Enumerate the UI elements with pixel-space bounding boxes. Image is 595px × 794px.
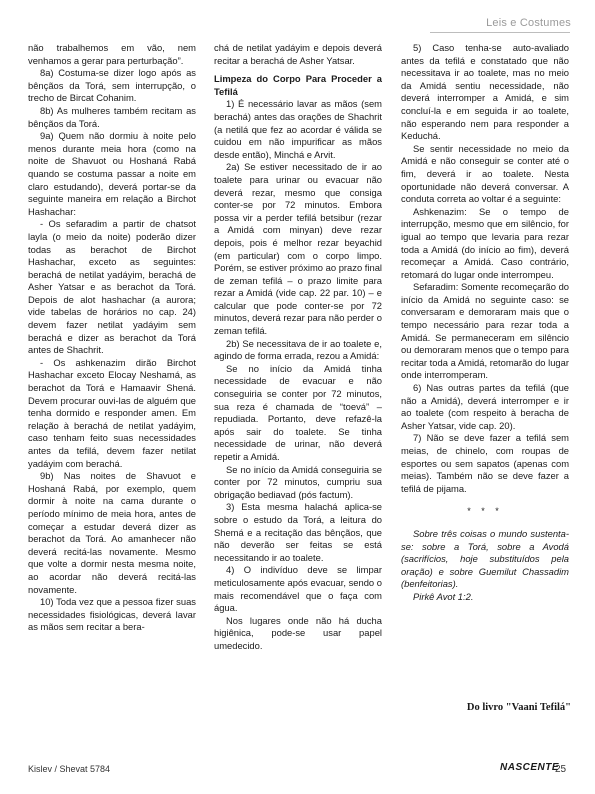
column-2: [214, 42, 382, 653]
paragraph: 10) Toda vez que a pessoa fizer suas necessidades fisiológicas, deverá lavar as mãos sem recitar a bera-: [28, 596, 196, 633]
section-header-title: Leis e Costumes: [486, 17, 571, 29]
paragraph: Sefaradim: Somente recomeçarão do início da Amidá no seguinte caso: se conversaram e demoraram mais que o tempo necessário para rezar toda a Amidá. Se permaneceram em silêncio ou demoraram menos que o tempo para recitar toda a Amidá, retomarão do lugar onde interromperam.: [401, 281, 569, 381]
paragraph: 8a) Costuma-se dizer logo após as bênçãos da Torá, sem interrupção, o trecho de Bircat Cohanim.: [28, 67, 196, 104]
paragraph: 4) O indivíduo deve se limpar meticulosamente após evacuar, sendo o mais recomendável que o faça com água.: [214, 564, 382, 614]
paragraph: Se no início da Amidá tinha necessidade de evacuar e não conseguiria se conter por 72 minutos, sua reza é chamada de “toevá” – repudiada. Portanto, deve refazê-la após sair do toalete. Se tinha necessidade de urinar, não deverá repetir a Amidá.: [214, 362, 382, 462]
section-title: Limpeza do Corpo Para Proceder a Tefilá: [214, 73, 382, 97]
paragraph: 6) Nas outras partes da tefilá (que não a Amidá), deverá interromper e ir ao toalete (com respeito à beracha de Asher Yatsar, vide cap. 20).: [401, 382, 569, 431]
paragraph: 2a) Se estiver necessitado de ir ao toalete para urinar ou evacuar não deverá rezar, mesmo que consiga conter-se por 72 minutos. Embora possa vir a perder tefilá betsibur (rezar a Amidá com minyan) deve rezar depois, pois é melhor rezar beyachid (em particular) com o corpo limpo. Porém, se estiver próximo ao prazo final de zeman tefilá – o prazo limite para rezar a Amidá (vide cap. 22 par. 10) – e calcular que pode conter-se por 72 minutos, deverá rezar para não perder o zeman tefilá.: [214, 161, 382, 337]
paragraph: 2b) Se necessitava de ir ao toalete e, agindo de forma errada, rezou a Amidá:: [214, 337, 382, 362]
paragraph: chá de netilat yadáyim e depois deverá recitar a berachá de Asher Yatsar.: [214, 42, 382, 66]
paragraph: Se sentir necessidade no meio da Amidá e não conseguir se conter até o fim, deverá ir ao toalete. Nesta oportunidade não deverá conversar. A conduta correta ao voltar é a seguinte:: [401, 142, 569, 205]
paragraph: 3) Esta mesma halachá aplica-se sobre o estudo da Torá, a leitura do Shemá e a recitação das bênçãos, que não deverão ser feitas se está necessitando ir ao toalete.: [214, 501, 382, 563]
quote: Sobre três coisas o mundo sustenta-se: sobre a Torá, sobre a Avodá (sacrifícios, hoje substituídos pela oração) e sobre Guemilut Chassadim (benfeitorias).: [401, 527, 569, 590]
paragraph: Ashkenazim: Se o tempo de interrupção, mesmo que em silêncio, for igual ao tempo que levaria para rezar toda a Amidá (do início ao fim), deverá recomeçar a Amidá. Caso contrário, retomará do lugar onde interrompeu.: [401, 205, 569, 280]
paragraph: 8b) As mulheres também recitam as bênçãos da Torá.: [28, 104, 196, 129]
quote-source: Pirkê Avot 1:2.: [413, 590, 474, 602]
paragraph: - Os ashkenazim dirão Birchot Hashachar exceto Elocay Neshamá, as berachot da Torá e Hamaavir Shená. Devem procurar ouvi-las de alguém que tenha dormido e responder amen. Em relação à berachá de netilat yadáyim, caso tenham feito suas necessidades antes da tefilá, devem fazer netilat yadáyim com berachá.: [28, 356, 196, 469]
magazine-logo: NASCENTE: [500, 762, 560, 773]
header-rule: [430, 32, 570, 33]
paragraph: 9b) Nas noites de Shavuot e Hoshaná Rabá, por exemplo, quem dormir à noite na cama durante o período mínimo de meia hora, antes de começar a estudar deverá dizer as berachot da Torá. Ao amanhecer não deverá recitá-las novamente. Mesmo que volte a dormir nesta mesma noite, ao acordar não deverá recitá-las novamente.: [28, 470, 196, 595]
paragraph: Nos lugares onde não há ducha higiênica, pode-se usar papel umedecido.: [214, 614, 382, 651]
paragraph: 9a) Quem não dormiu à noite pelo menos durante meia hora (como na noite de Shavuot ou Hoshaná Rabá quando se costuma passar a noite em claro estudando), deverá portar-se da seguinte maneira em relação a Birchot Hashachar:: [28, 130, 196, 217]
page-number: 25: [555, 764, 567, 775]
paragraph: 1) É necessário lavar as mãos (sem berachá) antes das orações de Shachrit (a netilá que fez ao acordar é válida se cuidou em não impurificar as mãos desde então), Minchá e Arvit.: [214, 98, 382, 160]
paragraph: - Os sefaradim a partir de chatsot layla (o meio da noite) poderão dizer todas as berachot de Birchot Hashachar, exceto as seguintes: berachá de netilat yadáyim, berachá de Asher Yatsar e as berachot da Torá. Depois de alot hashachar (a aurora; vide tabelas de horários no cap. 24) devem fazer netilat yadáyim sem berachá e dizer as berachot da Torá antes de Shachrit.: [28, 218, 196, 356]
footer-issue: Kislev / Shevat 5784: [28, 764, 111, 774]
paragraph: Se no início da Amidá conseguiria se conter por 72 minutos, cumpriu sua obrigação bediavad (pós factum).: [214, 463, 382, 500]
column-3: [401, 42, 569, 604]
paragraph: não trabalhemos em vão, nem venhamos a gerar para perturbação”.: [28, 42, 196, 66]
source-credit: Do livro "Vaani Tefilá": [466, 702, 571, 713]
section-divider-stars: * * *: [467, 506, 503, 517]
paragraph: 7) Não se deve fazer a tefilá sem meias, de chinelo, com roupas de esportes ou sem sapatos (apenas com meias). Também não se deve fazer a tefilá de pijama.: [401, 432, 569, 494]
paragraph: 5) Caso tenha-se auto-avaliado antes da tefilá e constatado que não necessitava ir ao toalete, mas no meio da Amidá sentiu necessidade, não deverá interromper a Amidá, e sim concluí-la e em seguida ir ao toalete, não esperando nem para responder a Keduchá.: [401, 42, 569, 142]
column-1: [28, 42, 196, 634]
